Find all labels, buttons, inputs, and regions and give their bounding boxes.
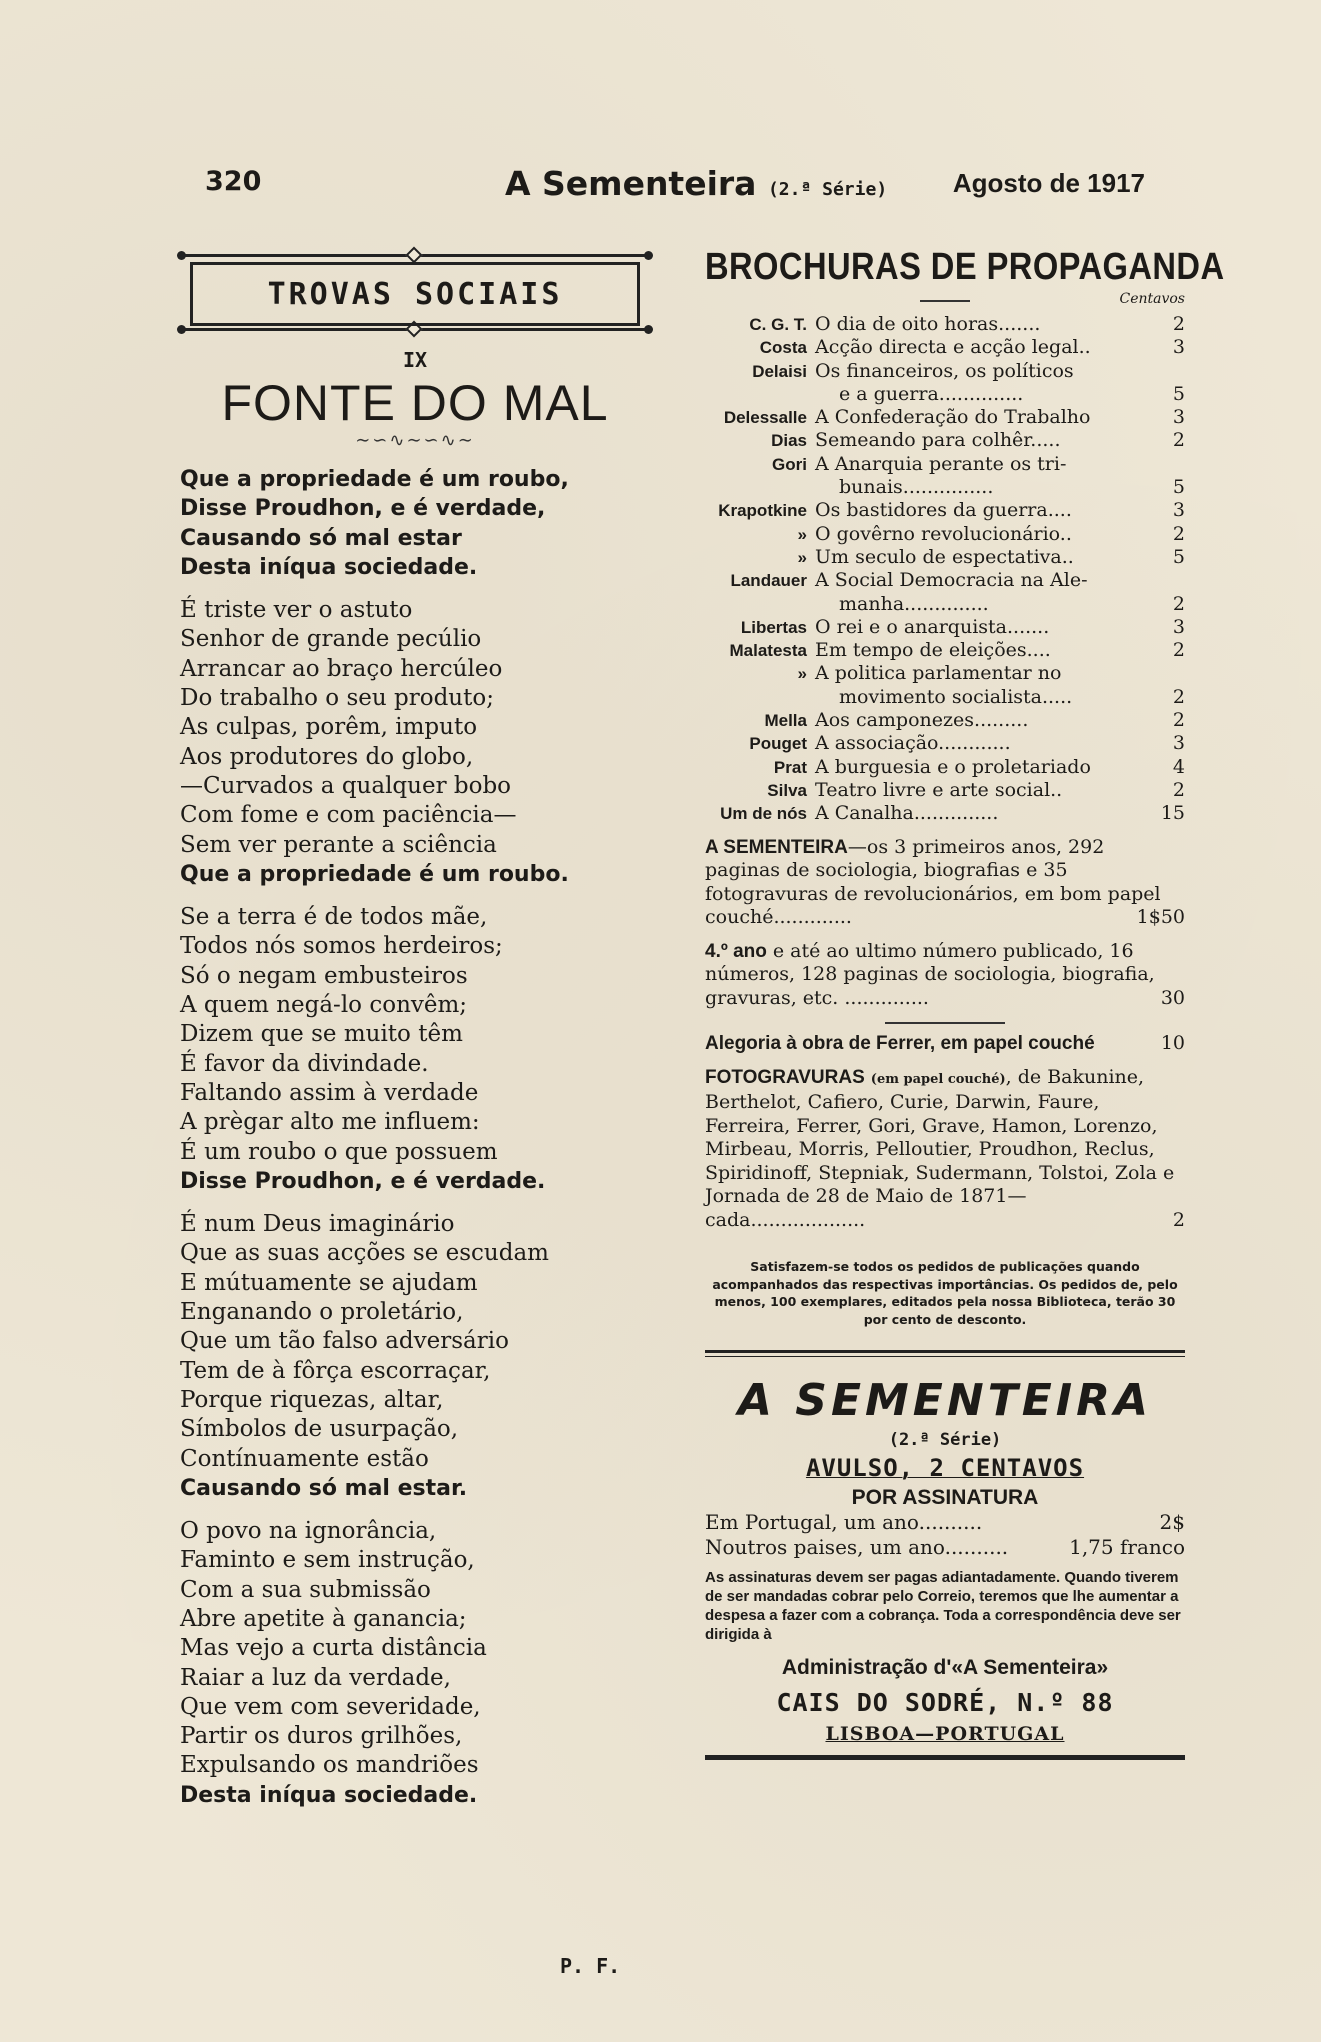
brochure-author: C. G. T.	[749, 315, 807, 334]
poem-line: Que vem com severidade,	[180, 1693, 481, 1720]
price-value: 1,75 franco	[1069, 1535, 1185, 1560]
brochure-title: Aos camponezes.........	[815, 709, 1029, 732]
orders-note: Satisfazem-se todos os pedidos de publicações quando acompanhados das respectivas importâncias. Os pedidos de, pelo menos, 100 exemplares, editados pela nossa Biblioteca, terão 30 por cento de desconto.	[712, 1259, 1178, 1327]
poem-line: Que a propriedade é um roubo,	[180, 467, 569, 492]
collection-price: 1$50	[1136, 906, 1185, 929]
alegoria-price: 10	[1160, 1032, 1185, 1055]
poem-line: Mas vejo a curta distância	[180, 1635, 487, 1662]
brochure-title: A politica parlamentar no	[815, 662, 1062, 685]
photogravures-lead: FOTOGRAVURAS	[705, 1066, 865, 1088]
poem-line: Dizem que se muito têm	[180, 1021, 463, 1048]
collection-text: —os 3 primeiros anos, 292 paginas de sociologia, biografias e 35 fotogravuras de revolucionários, em bom papel couché.............	[705, 835, 1161, 929]
section-frame	[180, 250, 650, 340]
price-row	[705, 1510, 1185, 1535]
poem-line: Só o negam embusteiros	[180, 962, 468, 989]
brochure-author: Delessalle	[723, 408, 807, 428]
issue-date: Agosto de 1917	[952, 168, 1145, 198]
poem-line: Aos produtores do globo,	[180, 743, 474, 770]
frame-dot-icon	[177, 251, 186, 260]
brochure-author	[705, 476, 815, 499]
frame-dot-icon	[644, 251, 653, 260]
brochure-title: A Canalha..............	[815, 802, 999, 825]
poem-signature: P. F.	[560, 1954, 621, 1978]
poem-line: A quem negá-lo convêm;	[180, 992, 468, 1019]
brochure-price: 2	[1172, 522, 1185, 545]
poem-line: Que a propriedade é um roubo.	[180, 861, 569, 887]
brochure-price: 2	[1172, 709, 1185, 732]
poem-line: Todos nós somos herdeiros;	[180, 933, 503, 960]
address: CAIS DO SODRÉ, N.º 88	[776, 1688, 1114, 1718]
poem-line: Arrancar ao braço hercúleo	[180, 655, 503, 682]
poem-stanza	[180, 465, 650, 582]
brochure-price: 3	[1172, 732, 1185, 755]
alegoria-item	[705, 1032, 1185, 1056]
poem-line: Desta iníqua sociedade.	[180, 1782, 478, 1808]
brochure-author	[705, 593, 815, 616]
poem-line: —Curvados a qualquer bobo	[180, 772, 512, 799]
frame-diamond-icon	[406, 247, 423, 264]
brochure-price: 2	[1172, 592, 1185, 615]
brochure-author: Libertas	[740, 617, 807, 637]
poem-line: É favor da divindade.	[180, 1050, 429, 1077]
brochure-author: Mella	[764, 711, 807, 731]
brochure-price: 5	[1172, 382, 1185, 405]
brochure-price: 5	[1172, 545, 1185, 568]
poem-stanza	[180, 1517, 650, 1810]
brochure-author: »	[797, 524, 807, 544]
double-rule	[705, 1350, 1185, 1357]
brochure-row	[705, 476, 1185, 499]
brochure-price: 4	[1172, 755, 1185, 778]
poem-line: Disse Proudhon, e é verdade,	[180, 496, 546, 522]
brochure-author: Delaisi	[752, 361, 807, 381]
poem-line: A prègar alto me influem:	[180, 1109, 480, 1136]
brochure-price: 3	[1172, 336, 1185, 359]
poem-line: Abre apetite à ganancia;	[180, 1605, 467, 1632]
poem-line: É triste ver o astuto	[180, 597, 413, 624]
poem-line: Símbolos de usurpação,	[180, 1416, 459, 1443]
price-label: Em Portugal, um ano..........	[705, 1510, 983, 1535]
brochure-row	[705, 779, 1185, 802]
poem-line: Que as suas acções se escudam	[180, 1240, 549, 1267]
brochure-author: Krapotkine	[718, 501, 807, 521]
poem-line: Contínuamente estão	[180, 1445, 429, 1472]
poem-stanza	[180, 1210, 650, 1503]
poem-line: É num Deus imaginário	[180, 1211, 455, 1238]
poem-line: É um roubo o que possuem	[180, 1138, 498, 1165]
photogravures-price: 2	[1172, 1208, 1185, 1231]
price-value: 2$	[1159, 1510, 1185, 1535]
brochure-title: A Social Democracia na Ale-	[815, 569, 1088, 592]
poem-line: Expulsando os mandriões	[180, 1752, 479, 1779]
poem-line: Causando só mal estar	[180, 525, 462, 551]
poem-line: Senhor de grande pecúlio	[180, 626, 482, 653]
price-label: Noutros paises, um ano..........	[705, 1535, 1009, 1560]
poem-line: Sem ver perante a sciência	[180, 831, 497, 858]
poem-line: Com fome e com paciência—	[180, 802, 517, 829]
brochure-price: 3	[1172, 615, 1185, 638]
brochures-subheader	[705, 291, 1185, 311]
photogravures-item	[705, 1066, 1185, 1233]
bottom-rule	[705, 1755, 1185, 1760]
brochure-price	[1157, 662, 1185, 685]
brochure-author: Landauer	[730, 571, 807, 591]
brochure-title: A Confederação do Trabalho	[815, 406, 1091, 429]
section-title: TROVAS SOCIAIS	[190, 262, 640, 326]
brochure-title: O rei e o anarquista.......	[815, 615, 1050, 638]
brochure-title: A burguesia e o proletariado	[815, 755, 1091, 778]
brochure-row	[705, 406, 1185, 429]
brochure-row	[705, 686, 1185, 709]
poem-stanza	[180, 596, 650, 889]
single-price-heading: AVULSO, 2 CENTAVOS	[805, 1454, 1085, 1483]
divider	[885, 1022, 1005, 1024]
poem-line: Faminto e sem instrução,	[180, 1547, 475, 1574]
poem-line: Raiar a luz da verdade,	[180, 1664, 451, 1691]
brochure-row	[705, 802, 1185, 825]
collection-lead: A SEMENTEIRA	[705, 836, 848, 858]
brochure-author: Costa	[759, 338, 807, 358]
brochures-column	[705, 246, 1225, 1760]
poem-line: Partir os duros grilhões,	[180, 1723, 463, 1750]
collection-price: 30	[1160, 986, 1185, 1009]
frame-dot-icon	[644, 325, 653, 334]
poem-body	[180, 465, 650, 1810]
ornament-icon: ∼∽∿∼∽∿∼	[355, 430, 475, 451]
brochure-row	[705, 453, 1185, 476]
fourth-year-collection	[705, 940, 1185, 1011]
poem-line: Causando só mal estar.	[180, 1475, 468, 1501]
poem-line: Do trabalho o seu produto;	[180, 685, 494, 712]
poem-line: Com a sua submissão	[180, 1576, 431, 1603]
brochure-title: Os financeiros, os políticos	[815, 359, 1074, 382]
poem-stanza	[180, 903, 650, 1196]
poem-line: As culpas, porêm, imputo	[180, 714, 478, 741]
alegoria-text: Alegoria à obra de Ferrer, em papel couché	[705, 1033, 1095, 1055]
brochure-row	[705, 336, 1185, 359]
brochure-author: Gori	[772, 454, 807, 474]
brochure-title: Os bastidores da guerra....	[815, 499, 1072, 522]
brochure-price: 2	[1172, 639, 1185, 662]
brochure-title: movimento socialista.....	[839, 685, 1073, 708]
brochure-author: Um de nós	[720, 804, 807, 824]
sementeira-collection	[705, 836, 1185, 930]
price-row	[705, 1535, 1185, 1560]
brochure-row	[705, 732, 1185, 755]
poem-line: Que um tão falso adversário	[180, 1328, 509, 1355]
brochure-author: Silva	[767, 780, 807, 800]
brochure-row	[705, 709, 1185, 732]
brochure-title: e a guerra..............	[839, 382, 1024, 405]
brochure-title: Um seculo de espectativa..	[815, 545, 1074, 568]
poem-column	[180, 250, 650, 1810]
brochure-author: Pouget	[749, 734, 807, 754]
administration: Administração d'«A Sementeira»	[781, 1656, 1109, 1680]
brochure-row	[705, 313, 1185, 336]
currency-note: Centavos	[1119, 291, 1185, 307]
brochure-author: Prat	[773, 757, 807, 777]
brochure-title: A associação............	[815, 732, 1011, 755]
brochure-row	[705, 639, 1185, 662]
subscription-heading: POR ASSINATURA	[851, 1486, 1039, 1510]
brochure-title: bunais...............	[839, 476, 994, 499]
brochure-author: Malatesta	[729, 641, 807, 661]
brochure-row	[705, 546, 1185, 569]
brochure-price	[1157, 453, 1185, 476]
poem-line: Tem de à fôrça escorraçar,	[180, 1357, 491, 1384]
photogravures-text: , de Bakunine, Berthelot, Cafiero, Curie, Darwin, Faure, Ferreira, Ferrer, Gori, Grave, Hamon, Lorenzo, Mirbeau, Morris, Pelloutier, Proudhon, Reclus, Spiridinoff, Stepniak, Sudermann, Tolstoi, Zola e Jornada de 28 de Maio de 1871—cada...................	[705, 1065, 1175, 1231]
brochure-price	[1157, 360, 1185, 383]
journal-name: A Sementeira	[505, 164, 757, 203]
poem-line: O povo na ignorância,	[180, 1518, 437, 1545]
subscription-note: As assinaturas devem ser pagas adiantadamente. Quando tiverem de ser mandadas cobrar pelo Correio, teremos que lhe aumentar a despesa a fazer com a cobrança. Toda a correspondência deve ser dirigida à	[705, 1569, 1181, 1644]
poem-line: Faltando assim à verdade	[180, 1079, 479, 1106]
brochure-title: Em tempo de eleições....	[815, 639, 1051, 662]
brochure-author: Dias	[771, 431, 807, 451]
brochure-row	[705, 429, 1185, 452]
brochure-title: A Anarquia perante os tri-	[815, 452, 1067, 475]
poem-line: Desta iníqua sociedade.	[180, 554, 478, 580]
brochure-row	[705, 383, 1185, 406]
brochure-row	[705, 662, 1185, 685]
poem-line: Disse Proudhon, e é verdade.	[180, 1168, 546, 1194]
brochure-price: 15	[1160, 802, 1185, 825]
brochure-price: 3	[1172, 406, 1185, 429]
brochure-price: 2	[1172, 685, 1185, 708]
divider	[920, 300, 970, 302]
poem-title: FONTE DO MAL	[221, 375, 609, 431]
poem-number: IX	[402, 348, 428, 372]
collection-lead: 4.º ano	[705, 940, 767, 962]
brochure-author	[705, 686, 815, 709]
brochures-title: BROCHURAS DE PROPAGANDA	[705, 246, 1225, 288]
journal-title	[505, 164, 887, 203]
brochure-row	[705, 756, 1185, 779]
photogravures-paper: (em papel couché)	[870, 1071, 1006, 1087]
poem-line: E mútuamente se ajudam	[180, 1269, 478, 1296]
page-header	[205, 166, 1145, 206]
collection-text: e até ao ultimo número publicado, 16 números, 128 paginas de sociologia, biografia, gravuras, etc. ..............	[705, 939, 1155, 1009]
sementeira-logo: A SEMENTEIRA	[737, 1375, 1153, 1427]
journal-series: (2.ª Série)	[767, 179, 888, 200]
brochure-row	[705, 593, 1185, 616]
brochure-title: Teatro livre e arte social..	[815, 778, 1063, 801]
brochure-row	[705, 360, 1185, 383]
brochure-price: 3	[1172, 499, 1185, 522]
brochure-title: Acção directa e acção legal..	[815, 336, 1091, 359]
brochure-author	[705, 383, 815, 406]
brochure-price: 2	[1172, 429, 1185, 452]
brochure-title: Semeando para colhêr.....	[815, 429, 1061, 452]
brochure-title: O govêrno revolucionário..	[815, 522, 1072, 545]
brochure-price: 2	[1172, 778, 1185, 801]
brochure-title: O dia de oito horas.......	[815, 313, 1041, 335]
brochure-author: »	[797, 547, 807, 567]
brochure-row	[705, 616, 1185, 639]
brochure-title: manha..............	[839, 592, 989, 615]
brochure-row	[705, 523, 1185, 546]
frame-dot-icon	[177, 325, 186, 334]
poem-line: Se a terra é de todos mãe,	[180, 904, 488, 931]
poem-line: Enganando o proletário,	[180, 1299, 464, 1326]
brochure-row	[705, 499, 1185, 522]
brochure-row	[705, 569, 1185, 592]
brochure-price: 2	[1172, 313, 1185, 335]
page-number: 320	[205, 166, 262, 197]
brochure-price: 5	[1172, 476, 1185, 499]
brochure-price	[1157, 569, 1185, 592]
brochures-list	[705, 313, 1185, 826]
city: LISBOA—PORTUGAL	[825, 1723, 1065, 1746]
poem-line: Porque riquezas, altar,	[180, 1386, 444, 1413]
advert-series: (2.ª Série)	[888, 1430, 1002, 1451]
brochure-author: »	[797, 664, 807, 684]
